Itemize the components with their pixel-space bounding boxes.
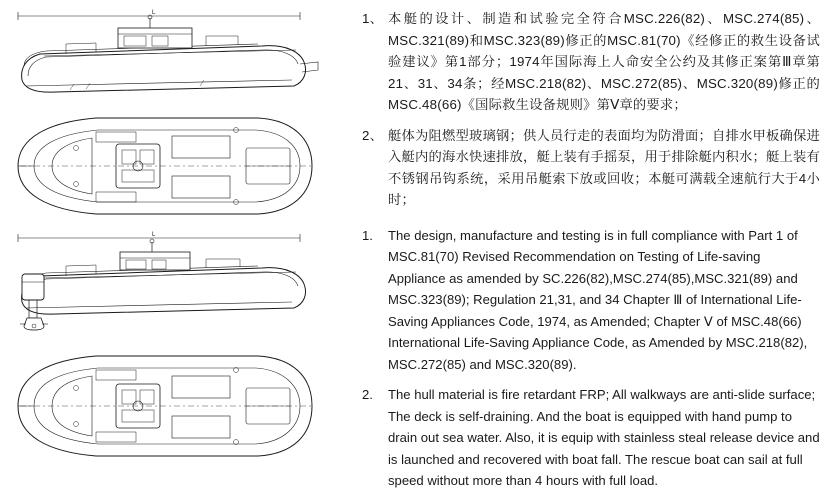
profile-view-upper [0,6,352,112]
chinese-paragraph-2-text: 艇体为阻燃型玻璃钢；供人员行走的表面均为防滑面；自排水甲板确保进入艇内的海水快速排放，艇上装有手摇泵，用于排除艇内积水；艇上装有不锈钢吊钩系统，采用吊艇索下放或回收；本艇可满载全速航行大于4小时； [388,127,820,207]
specification-text-panel [352,0,830,488]
chinese-paragraph-2-marker: 2、 [362,127,384,143]
english-paragraph-1-marker: 1. [362,227,373,243]
profile-view-lower [0,228,352,340]
english-block [358,225,820,492]
plan-view-upper [0,108,352,226]
svg-text:L: L [152,232,156,238]
chinese-paragraph-1 [358,8,820,116]
chinese-paragraph-1-text: 本艇的设计、制造和试验完全符合MSC.226(82)、MSC.274(85)、MSC.321(89)和MSC.323(89)修正的MSC.81(70)《经修正的救生设备试验建议》第1部分；1974年国际海上人命安全公约及其修正案第Ⅲ章第21、31、34条；经MSC.218(82)、MSC.272(85)、MSC.320(89)修正的MSC.48(66)《国际救生设备规则》第Ⅴ章的要求； [388,11,820,112]
english-paragraph-2-marker: 2. [362,387,373,402]
english-paragraph-2-text: The hull material is fire retardant FRP; All walkways are anti-slide surface; The deck is self-draining. And the boat is equipped with hand pump to drain out sea water. Also, it is equip with stainless steal release device and is launched and recovered with boat fall. The rescue boat can sail at full speed without more than 4 hours with full load. [388,387,820,488]
english-paragraph-2 [358,384,820,492]
svg-text:L: L [152,10,156,16]
plan-view-lower [0,344,352,470]
chinese-paragraph-1-marker: 1、 [362,11,384,26]
technical-drawings-panel [0,0,352,475]
english-paragraph-1 [358,225,820,376]
chinese-paragraph-2 [358,125,820,211]
english-paragraph-1-text: The design, manufacture and testing is in full compliance with Part 1 of MSC.81(70) Revised Recommendation on Testing of Life-saving Appliance as amended by SC.226(82),MSC.274(85),MSC.321(89) and MSC.323(89); Regulation 21,31, and 34 Chapter Ⅲ of International Life-Saving Appliances Code, 1974, as Amended; Chapter Ⅴ of MSC.48(66) International Life-Saving Appliance Code, as Amended by MSC.218(82), MSC.272(85) and MSC.320(89). [388,227,808,372]
